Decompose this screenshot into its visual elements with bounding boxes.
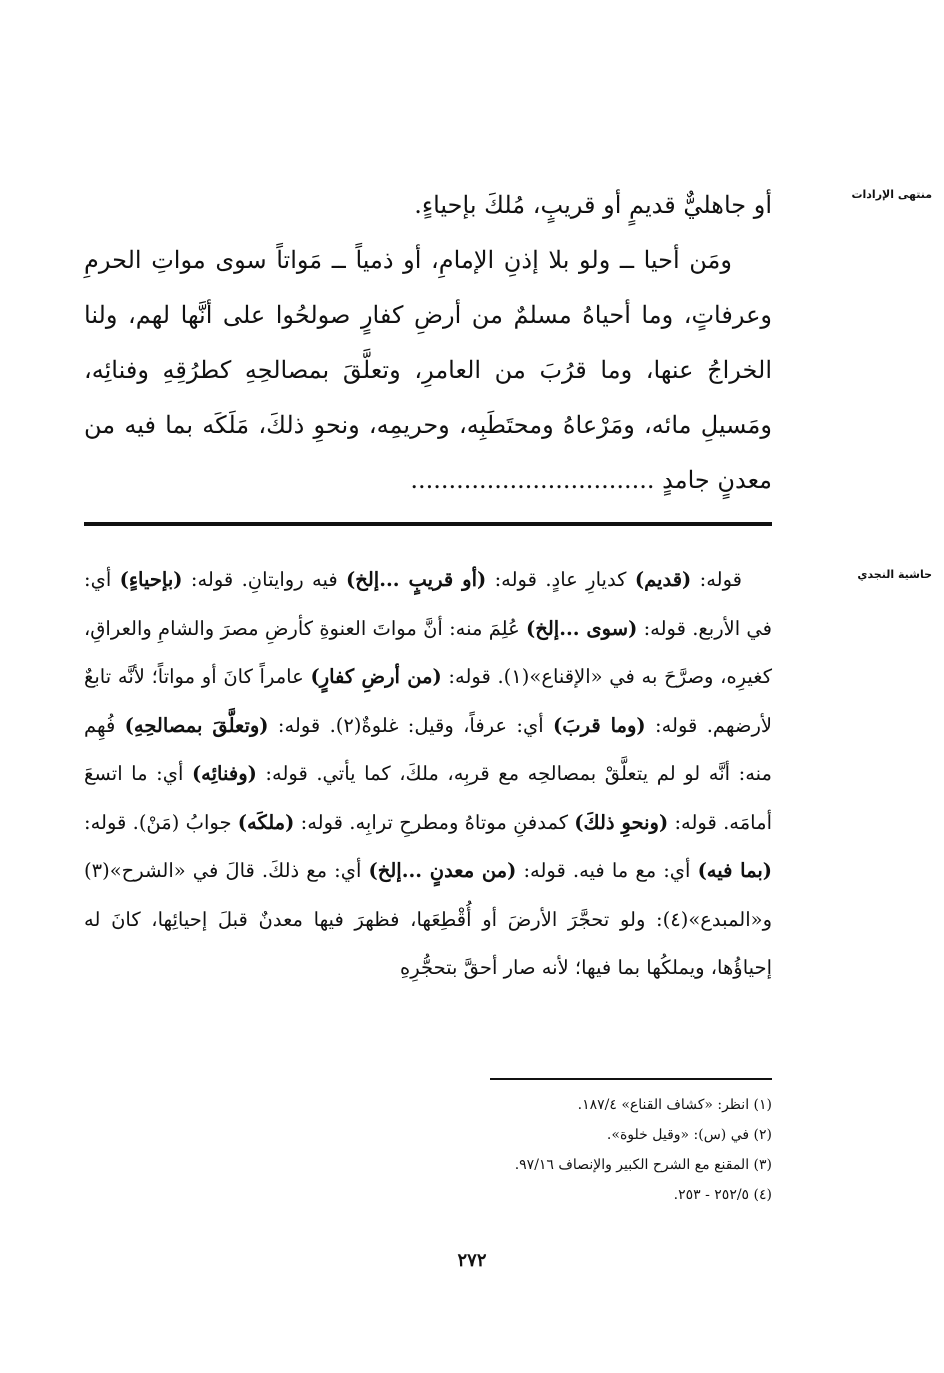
commentary-lemma: (قديم) bbox=[634, 568, 692, 591]
commentary-text bbox=[84, 556, 772, 993]
main-paragraph-text: ومَن أحيا ــ ولو بلا إذنِ الإمامِ، أو ذمياً ــ مَواتاً سوى مواتِ الحرمِ وعرفاتٍ، وما أحياهُ مسلمٌ من أرضِ كفارٍ صولحُوا على أنَّها لهم، ولنا الخراجُ عنها، وما قرُبَ من العامرِ، وتعلَّقَ بمصالحِهِ كطرُقِهِ وفنائِه، ومَسيلِ مائه، ومَرْعاهُ ومحتَطَبِه، وحريمِه، ونحوِ ذلكَ، مَلَكَه بما فيه من معدنٍ جامدٍ bbox=[84, 246, 772, 494]
footnote-4: (٤) ٢٥٢/٥ - ٢٥٣. bbox=[673, 1187, 772, 1203]
commentary-segment: عامراً كانَ أو مواتاً؛ لأنَّه تابعٌ لأرضهم. قوله: bbox=[84, 665, 772, 737]
commentary-lemma: (من معدنٍ ...إلخ) bbox=[368, 859, 517, 882]
footnote-1: (١) انظر: «كشاف القناع» ١٨٧/٤. bbox=[577, 1097, 772, 1113]
commentary-segment: كديارِ عادٍ. قوله: bbox=[486, 568, 635, 591]
main-dots: ................................ bbox=[410, 466, 655, 494]
commentary-lemma: (وتعلَّقَ بمصالحِهِ) bbox=[124, 713, 269, 737]
commentary-lemma: (ونحوِ ذلكَ) bbox=[574, 810, 669, 834]
side-label-main: منتهى الإرادات bbox=[851, 188, 932, 201]
commentary-lemma: (أو قريبٍ ...إلخ) bbox=[346, 568, 487, 591]
commentary-segment: عُلِمَ منه: أنَّ مواتَ العنوةِ كأرضِ مصرَ والشامِ والعراقِ، كغيرِه، وصرَّحَ به في «الإقناع»(١). قوله: bbox=[84, 616, 772, 688]
main-text bbox=[84, 178, 772, 508]
commentary-segment: أي: في الأربع. قوله: bbox=[84, 568, 772, 640]
footnote-2: (٢) في (س): «وقيل خلوة». bbox=[606, 1127, 772, 1143]
page-number: ٢٧٢ bbox=[457, 1250, 487, 1271]
commentary-segment: كمدفنِ موتاهُ ومطرحِ ترابِه. قوله: bbox=[294, 810, 575, 834]
commentary-paragraph bbox=[84, 556, 772, 993]
section-divider bbox=[84, 522, 772, 526]
commentary-segment: أي: عرفاً، وقيل: غلوةٌ(٢). قوله: bbox=[268, 713, 554, 737]
side-label-commentary: حاشية النجدي bbox=[857, 568, 932, 581]
footnote-3: (٣) المقنع مع الشرح الكبير والإنصاف ٩٧/١٦. bbox=[514, 1157, 772, 1173]
commentary-segment: فُهِم منه: أنَّه لو لم يتعلَّقْ بمصالحِه مع قربِه، ملكَ، كما يأتي. قوله: bbox=[84, 713, 772, 785]
commentary-lemma: (ملكَه) bbox=[237, 810, 295, 834]
commentary-lemma: (سوى ...إلخ) bbox=[526, 616, 638, 640]
commentary-lemma: (وما قربَ) bbox=[553, 713, 646, 737]
footnotes bbox=[300, 1090, 772, 1210]
commentary-lemma: (بما فيه) bbox=[697, 859, 772, 882]
main-paragraph bbox=[84, 233, 772, 508]
commentary-segment: أي: ما اتسعَ أمامَه. قوله: bbox=[84, 762, 772, 834]
commentary-segment: أي: مع ما فيه. قوله: bbox=[516, 859, 698, 882]
commentary-segment: جوابُ (مَنْ). قوله: bbox=[84, 810, 238, 834]
footnote-divider bbox=[490, 1078, 772, 1080]
main-line-1: أو جاهليٌّ قديمٍ أو قريبٍ، مُلكَ بإحياءٍ. bbox=[414, 191, 772, 219]
commentary-lemma: (وفنائِه) bbox=[191, 762, 257, 785]
commentary-lemma: (بإحياءٍ) bbox=[119, 568, 183, 591]
commentary-lemma: (من أرضِ كفارٍ) bbox=[310, 665, 442, 688]
commentary-segment: قوله: bbox=[691, 568, 742, 591]
commentary-segment: فيه روايتانِ. قوله: bbox=[182, 568, 347, 591]
commentary-segment: أي: مع ذلكَ. قالَ في «الشرح»(٣) و«المبدع»(٤): ولو تحجَّرَ الأرضَ أو أُقْطِعَها، فظهرَ فيها معدنٌ قبلَ إحيائِها، كانَ له إحياؤُها، ويملكُها بما فيها؛ لأنه صار أحقَّ بتحجُّرِهِ bbox=[84, 859, 772, 979]
